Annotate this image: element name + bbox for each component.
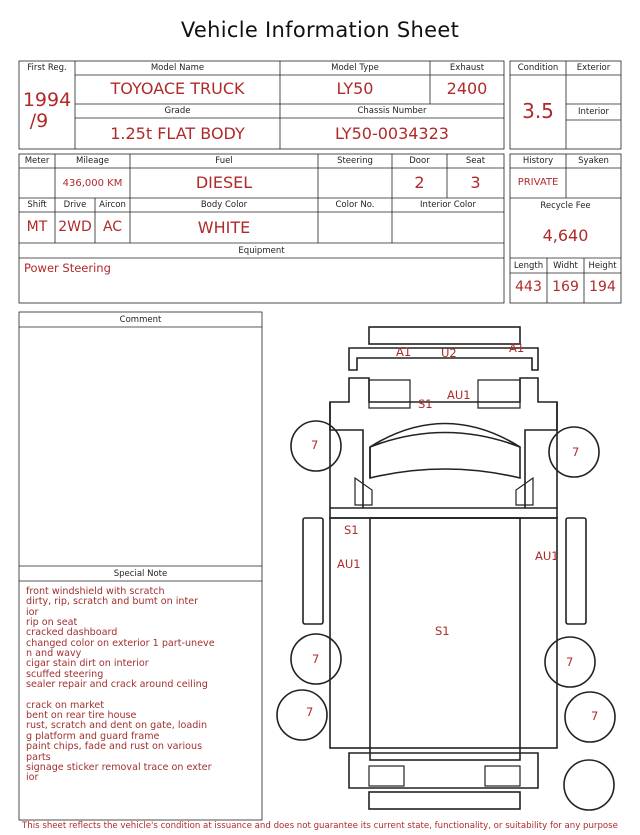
label-condition: Condition [517,63,559,73]
label-comment: Comment [119,315,162,325]
body-color-value: WHITE [197,218,251,237]
left-rail-shape [303,518,323,624]
length-value: 443 [515,279,542,295]
mark-tire-rl: 7 [306,705,314,719]
model-type-value: LY50 [336,79,374,98]
label-grade: Grade [164,106,191,116]
label-meter: Meter [24,156,50,166]
page-title: Vehicle Information Sheet [180,18,460,42]
height-value: 194 [589,279,616,295]
label-fuel: Fuel [215,156,233,166]
right-rail-shape [566,518,586,624]
door-value: 2 [414,173,425,192]
cab-rear-shape [330,508,557,518]
mark-tire-fr: 7 [572,445,580,459]
footer-disclaimer: This sheet reflects the vehicle's condition at issuance and does not guarantee its current state, functionality, or suitability for any purpose [22,821,618,831]
exhaust-value: 2400 [446,79,488,98]
label-interior: Interior [577,107,609,117]
mark-cab-left: S1 [418,397,433,411]
label-steering: Steering [337,156,373,166]
fuel-value: DIESEL [195,173,253,192]
mark-front-right: A1 [509,341,525,355]
tire-rear-right-shape [565,692,615,742]
front-bumper-shape [369,327,520,344]
mark-bed-s1-top: S1 [344,523,359,537]
mark-cab-right: AU1 [447,388,471,402]
mileage-value: 436,000 KM [62,178,123,189]
label-model-name: Model Name [150,63,205,73]
first-reg-month: /9 [29,110,49,132]
label-equipment: Equipment [238,246,285,256]
special-notes-text: front windshield with scratch dirty, rip, scratch and bumt on inter ior rip on seat cracked dashboard changed color on exterior 1 part-uneve n and wavy cigar stain dirt on interior scuffed steering sealer repair and crack around ceiling crack on market bent on rear tire house rust, scratch and dent on gate, loadin g platform and guard frame paint chips, fade and rust on various parts signage sticker removal trace on exter ior [26,586,215,784]
label-body-color: Body Color [200,200,248,210]
grade-value: 1.25t FLAT BODY [110,124,245,143]
first-reg-year: 1994 [22,89,72,111]
mark-bed-center: S1 [435,624,450,638]
label-first-reg: First Reg. [27,63,67,73]
mark-tire-rr: 7 [591,709,599,723]
label-mileage: Mileage [75,156,110,166]
aircon-value: AC [102,219,123,235]
label-door: Door [409,156,430,166]
label-syaken: Syaken [578,156,609,166]
cab-outline-shape [330,378,557,508]
seat-value: 3 [470,173,481,192]
mark-bed-right: AU1 [535,549,559,563]
mark-tire-fl: 7 [311,438,319,452]
mark-bed-left: AU1 [337,557,361,571]
drive-value: 2WD [58,219,92,235]
label-drive: Drive [63,200,87,210]
label-length: Length [513,261,544,271]
label-seat: Seat [465,156,486,166]
chassis-value: LY50-0034323 [335,124,449,143]
bed-floor-shape [370,518,520,760]
rear-bumper-shape [369,792,520,809]
label-history: History [522,156,554,166]
label-color-no: Color No. [335,200,375,210]
model-name-value: TOYOACE TRUCK [110,79,245,98]
history-value: PRIVATE [517,177,559,188]
label-chassis: Chassis Number [357,106,427,116]
rear-panel-shape [349,753,538,788]
equipment-value: Power Steering [24,261,111,275]
label-aircon: Aircon [99,200,126,210]
mark-tire-ml: 7 [312,652,320,666]
width-value: 169 [552,279,579,295]
label-recycle-fee: Recycle Fee [540,201,591,211]
label-exterior: Exterior [576,63,611,73]
mark-front-center: U2 [441,346,457,360]
windshield-shape [370,424,520,479]
shift-value: MT [26,219,48,235]
label-shift: Shift [27,200,47,210]
tire-rear-left-shape [277,690,327,740]
label-model-type: Model Type [331,63,379,73]
mark-tire-mr: 7 [566,655,574,669]
mark-front-left: A1 [396,345,412,359]
recycle-fee-value: 4,640 [542,226,589,245]
spare-tire-shape [564,760,614,810]
label-interior-color: Interior Color [420,200,476,210]
label-special-note: Special Note [113,569,168,579]
label-height: Height [588,261,617,271]
condition-value: 3.5 [522,99,554,123]
label-width: Widht [553,261,578,271]
label-exhaust: Exhaust [449,63,485,73]
